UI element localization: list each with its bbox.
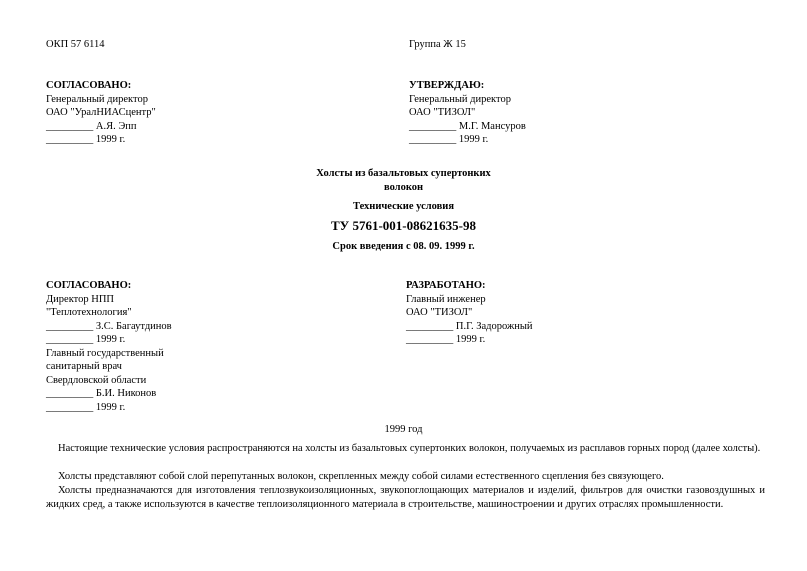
effective-date: Срок введения с 08. 09. 1999 г. <box>332 241 475 252</box>
approval-heading: УТВЕРЖДАЮ: <box>409 80 485 91</box>
developer-block-right <box>406 279 533 347</box>
approval-line: _________ 1999 г. <box>409 134 489 145</box>
approval-line: _________ М.Г. Мансуров <box>409 120 526 132</box>
approval-line: Генеральный директор <box>46 93 148 105</box>
document-title <box>200 167 607 194</box>
agreement-line: _________ 1999 г. <box>46 334 126 345</box>
approval-line: _________ А.Я. Эпп <box>46 120 137 132</box>
agreement-line: _________ З.С. Багаутдинов <box>46 320 172 332</box>
developer-line: Главный инженер <box>406 293 486 305</box>
agreement-line: Свердловской области <box>46 374 147 386</box>
document-code: ТУ 5761-001-08621635-98 <box>331 218 476 233</box>
approval-line: ОАО "УралНИАСцентр" <box>46 107 156 118</box>
body-paragraph: Холсты предназначаются для изготовления теплозвукоизоляционных, звукопоглощающих материалов и изделий, фильтров для очистки газовоздушных и жидких сред, а также используются в качестве теплоизоляционного материала в строительстве, машиностроении и других отраслях промышленности. <box>46 485 765 510</box>
approval-block-right <box>409 79 526 147</box>
title-line: Холсты из базальтовых супертонких <box>316 168 491 179</box>
okp-code: ОКП 57 6114 <box>46 39 105 50</box>
agreement-block-left <box>46 279 172 414</box>
agreement-line: "Теплотехнология" <box>46 307 132 318</box>
approval-line: _________ 1999 г. <box>46 134 126 145</box>
approval-heading: СОГЛАСОВАНО: <box>46 80 132 91</box>
approval-line: ОАО "ТИЗОЛ" <box>409 107 476 118</box>
developer-line: _________ П.Г. Задорожный <box>406 320 533 332</box>
approval-line: Генеральный директор <box>409 93 511 105</box>
agreement-line: _________ Б.И. Никонов <box>46 388 157 399</box>
document-subtitle: Технические условия <box>352 201 455 212</box>
title-line: волокон <box>383 181 424 193</box>
body-paragraph: Настоящие технические условия распространяются на холсты из базальтовых супертонких волокон, получаемых из расплавов горных пород (далее холсты). <box>58 443 761 454</box>
developer-line: ОАО "ТИЗОЛ" <box>406 307 473 318</box>
agreement-heading: СОГЛАСОВАНО: <box>46 280 132 291</box>
group-code: Группа Ж 15 <box>409 39 466 50</box>
agreement-line: Главный государственный <box>46 347 164 359</box>
agreement-line: _________ 1999 г. <box>46 401 126 413</box>
document-year: 1999 год <box>384 424 423 435</box>
body-paragraph: Холсты представляют собой слой перепутанных волокон, скрепленных между собой силами естественного сцепления без связующего. <box>58 471 664 482</box>
developer-heading: РАЗРАБОТАНО: <box>406 280 486 291</box>
approval-block-left <box>46 79 156 147</box>
developer-line: _________ 1999 г. <box>406 334 486 345</box>
agreement-line: Директор НПП <box>46 293 114 305</box>
agreement-line: санитарный врач <box>46 361 122 372</box>
